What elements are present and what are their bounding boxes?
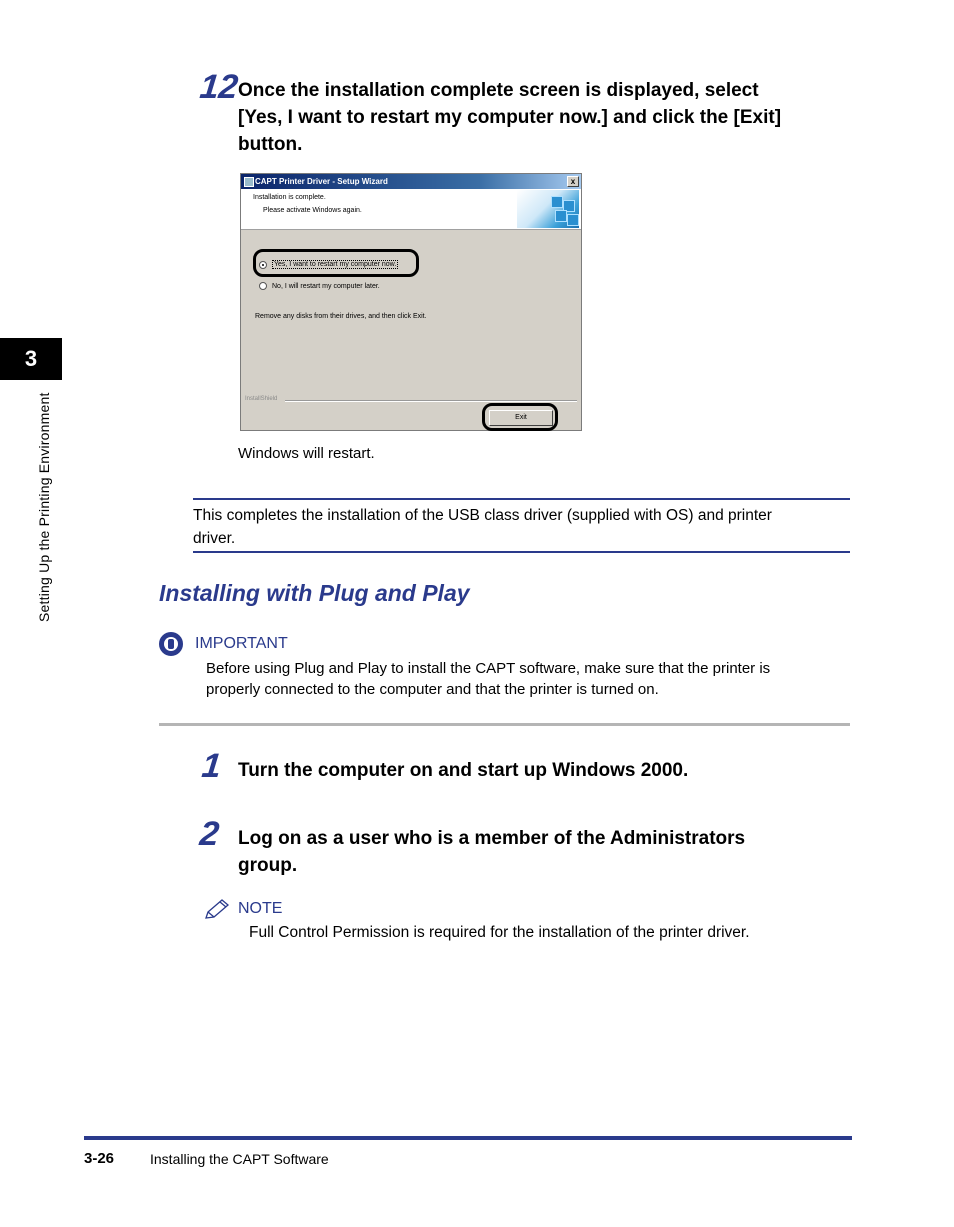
step-12-line-2: [Yes, I want to restart my computer now.] and click the [Exit]: [238, 107, 782, 128]
step-12-text: [238, 77, 781, 158]
dialog-title-bar: [241, 174, 581, 189]
important-label: IMPORTANT: [195, 635, 288, 652]
exit-button[interactable]: Exit: [489, 410, 553, 426]
setup-wizard-dialog: [240, 173, 582, 431]
dialog-header: [241, 189, 581, 230]
dialog-title: CAPT Printer Driver - Setup Wizard: [255, 177, 388, 186]
divider-bottom: [193, 551, 850, 553]
step-12-line-3: button.: [238, 134, 303, 155]
completion-line-2: driver.: [193, 530, 236, 547]
dialog-header-title: Installation is complete.: [253, 194, 326, 201]
setup-graphic-icon: [517, 190, 579, 228]
footer-divider: [84, 1136, 852, 1140]
important-text: [206, 658, 770, 700]
note-label: NOTE: [238, 900, 283, 917]
step-1-text: Turn the computer on and start up Windows 2000.: [238, 760, 689, 781]
hand-shape: [168, 639, 174, 649]
cube-shape: [551, 196, 563, 208]
installshield-label: InstallShield: [245, 396, 278, 402]
step-2-line-2: group.: [238, 855, 298, 876]
cube-shape: [555, 210, 567, 222]
highlight-callout: [253, 249, 419, 277]
radio-icon[interactable]: [259, 282, 267, 290]
step-number-12: 12: [198, 68, 240, 106]
important-line-1: Before using Plug and Play to install the CAPT software, make sure that the printer is: [206, 660, 771, 677]
pencil-icon: [204, 898, 232, 920]
note-text: Full Control Permission is required for the installation of the printer driver.: [249, 924, 750, 941]
dialog-header-subtitle: Please activate Windows again.: [263, 207, 362, 214]
chapter-tab: 3: [0, 338, 62, 380]
option-restart-later[interactable]: [259, 282, 380, 290]
dialog-divider: [285, 400, 577, 402]
step-12-line-1: Once the installation complete screen is displayed, select: [238, 80, 759, 101]
step-number-1: 1: [200, 747, 223, 785]
option-restart-now-label: Yes, I want to restart my computer now.: [274, 261, 397, 268]
footer-title: Installing the CAPT Software: [150, 1151, 329, 1167]
step-2-text: [238, 825, 745, 879]
step-number-2: 2: [198, 815, 221, 853]
option-restart-later-label: No, I will restart my computer later.: [272, 282, 380, 290]
completion-line-1: This completes the installation of the USB class driver (supplied with OS) and printer: [193, 507, 772, 524]
chapter-side-label: Setting Up the Printing Environment: [36, 392, 52, 622]
important-line-2: properly connected to the computer and that the printer is turned on.: [206, 681, 659, 698]
close-icon[interactable]: x: [567, 176, 579, 187]
step-2-line-1: Log on as a user who is a member of the Administrators: [238, 828, 746, 849]
app-icon: [244, 177, 254, 187]
divider-top: [193, 498, 850, 500]
dialog-message: Remove any disks from their drives, and then click Exit.: [255, 313, 427, 320]
section-title: Installing with Plug and Play: [159, 580, 470, 606]
cube-shape: [567, 214, 579, 226]
completion-text: [193, 504, 772, 550]
section-divider: [159, 723, 850, 726]
highlight-callout: [482, 403, 558, 431]
restart-note: Windows will restart.: [238, 445, 375, 462]
page-number: 3-26: [84, 1150, 115, 1167]
important-hand-icon: [159, 632, 183, 656]
